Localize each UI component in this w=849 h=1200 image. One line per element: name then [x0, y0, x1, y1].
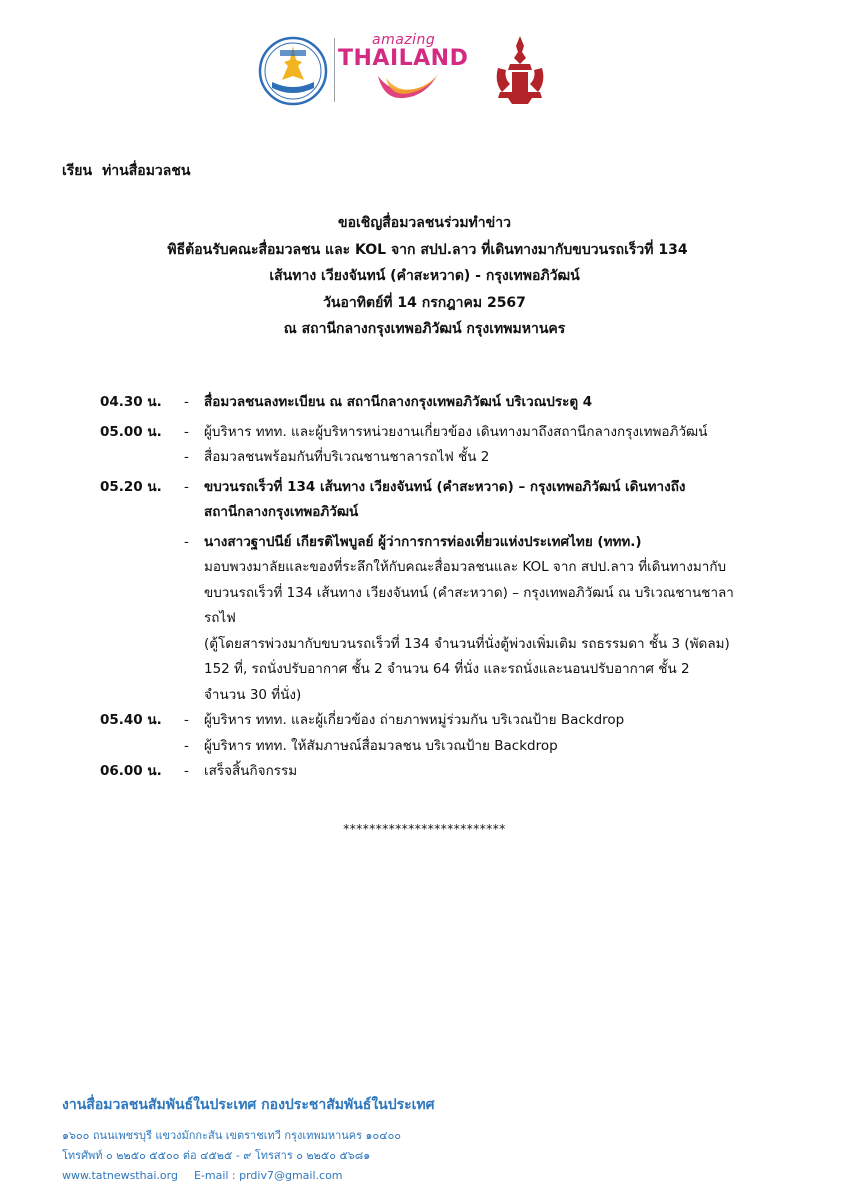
schedule-row — [100, 390, 760, 416]
schedule-time: 05.00 น. — [100, 423, 162, 440]
schedule-text — [204, 530, 760, 709]
footer-phone: โทรศัพท์ ๐ ๒๒๕๐ ๕๕๐๐ ต่อ ๔๕๒๕ - ๙ โทรสาร ๐ ๒๒๕๐ ๕๖๘๑ — [62, 1149, 371, 1162]
footer-website-link[interactable]: www.tatnewsthai.org — [62, 1169, 178, 1182]
tat-logo-icon — [258, 36, 328, 106]
schedule-text-line: มอบพวงมาลัยและของที่ระลึกให้กับคณะสื่อมวลชนและ KOL จาก สปป.ลาว ที่เดินทางมากับ — [204, 559, 727, 575]
schedule-text: สื่อมวลชนลงทะเบียน ณ สถานีกลางกรุงเทพอภิวัฒน์ บริเวณประตู 4 — [204, 394, 593, 410]
amazing-swoosh-icon — [338, 30, 468, 110]
schedule-dash: - — [184, 478, 189, 495]
footer-email-link[interactable]: E-mail : prdiv7@gmail.com — [193, 1169, 343, 1182]
schedule-text — [204, 475, 760, 526]
header-logos — [0, 30, 849, 110]
schedule-time: 05.40 น. — [100, 712, 162, 728]
title-line-2: พิธีต้อนรับคณะสื่อมวลชน และ KOL จาก สปป.ลาว ที่เดินทางมากับขบวนรถเร็วที่ 134 — [167, 241, 688, 258]
schedule-dash: - — [184, 763, 189, 779]
title-line-1: ขอเชิญสื่อมวลชนร่วมทำข่าว — [338, 215, 511, 231]
schedule — [100, 390, 760, 785]
schedule-text-line: ขบวนรถเร็วที่ 134 เส้นทาง เวียงจันทน์ (คำสะหวาด) – กรุงเทพอภิวัฒน์ ณ บริเวณชานชาลา — [204, 584, 734, 601]
schedule-text-line: (ตู้โดยสารพ่วงมากับขบวนรถเร็วที่ 134 จำนวนที่นั่งตู้พ่วงเพิ่มเติม รถธรรมดา ชั้น 3 (พัดลม) — [204, 635, 730, 652]
salutation-recipient: ท่านสื่อมวลชน — [102, 163, 191, 179]
schedule-heading: นางสาวฐาปนีย์ เกียรติไพบูลย์ ผู้ว่าการการท่องเที่ยวแห่งประเทศไทย (ททท.) — [204, 533, 642, 550]
footer-web-line — [62, 1166, 762, 1186]
schedule-time: 06.00 น. — [100, 763, 162, 779]
end-divider: ************************* — [343, 822, 506, 836]
schedule-text: ผู้บริหาร ททท. และผู้เกี่ยวข้อง ถ่ายภาพหมู่ร่วมกัน บริเวณป้าย Backdrop — [204, 712, 625, 728]
thailand-text: THAILAND — [338, 46, 469, 71]
title-line-5: ณ สถานีกลางกรุงเทพอภิวัฒน์ กรุงเทพมหานคร — [283, 321, 566, 337]
invitation-title — [0, 210, 849, 343]
footer-contact — [62, 1126, 762, 1186]
schedule-row — [100, 759, 760, 785]
amazing-text: amazing — [372, 32, 436, 48]
footer — [62, 1094, 762, 1186]
schedule-row — [100, 475, 760, 526]
footer-department: งานสื่อมวลชนสัมพันธ์ในประเทศ กองประชาสัมพันธ์ในประเทศ — [62, 1097, 435, 1113]
title-line-3: เส้นทาง เวียงจันทน์ (คำสะหวาด) - กรุงเทพอภิวัฒน์ — [269, 268, 580, 284]
schedule-text: ผู้บริหาร ททท. และผู้บริหารหน่วยงานเกี่ยวข้อง เดินทางมาถึงสถานีกลางกรุงเทพอภิวัฒน์ — [204, 423, 708, 440]
schedule-time: 04.30 น. — [100, 394, 162, 410]
schedule-text: เสร็จสิ้นกิจกรรม — [204, 763, 298, 779]
schedule-dash: - — [184, 423, 189, 440]
schedule-text-line: จำนวน 30 ที่นั่ง) — [204, 686, 302, 703]
schedule-row — [100, 445, 760, 471]
schedule-dash: - — [184, 394, 189, 410]
schedule-text-line: รถไฟ — [204, 610, 236, 626]
logo-divider — [334, 38, 335, 102]
schedule-dash: - — [184, 533, 189, 550]
schedule-dash: - — [184, 712, 189, 728]
schedule-row — [100, 420, 760, 446]
title-line-4: วันอาทิตย์ที่ 14 กรกฎาคม 2567 — [323, 294, 526, 311]
salutation — [62, 160, 190, 182]
schedule-row — [100, 530, 760, 709]
salutation-label: เรียน — [62, 163, 93, 179]
schedule-text: ผู้บริหาร ททท. ให้สัมภาษณ์สื่อมวลชน บริเวณป้าย Backdrop — [204, 737, 558, 754]
schedule-time: 05.20 น. — [100, 478, 162, 495]
schedule-dash: - — [184, 737, 189, 754]
schedule-text-line: 152 ที่, รถนั่งปรับอากาศ ชั้น 2 จำนวน 64 ที่นั่ง และรถนั่งและนอนปรับอากาศ ชั้น 2 — [204, 661, 690, 677]
footer-address: ๑๖๐๐ ถนนเพชรบุรี แขวงมักกะสัน เขตราชเทวี กรุงเทพมหานคร ๑๐๔๐๐ — [62, 1129, 401, 1142]
schedule-dash: - — [184, 449, 189, 465]
schedule-text: สื่อมวลชนพร้อมกันที่บริเวณชานชาลารถไฟ ชั้น 2 — [204, 449, 490, 465]
schedule-row — [100, 734, 760, 760]
royal-crest-icon — [492, 34, 548, 106]
schedule-text-line: สถานีกลางกรุงเทพอภิวัฒน์ — [204, 504, 359, 520]
amazing-thailand-logo — [338, 30, 468, 110]
schedule-row — [100, 708, 760, 734]
schedule-text-line: ขบวนรถเร็วที่ 134 เส้นทาง เวียงจันทน์ (คำสะหวาด) – กรุงเทพอภิวัฒน์ เดินทางถึง — [204, 478, 686, 495]
